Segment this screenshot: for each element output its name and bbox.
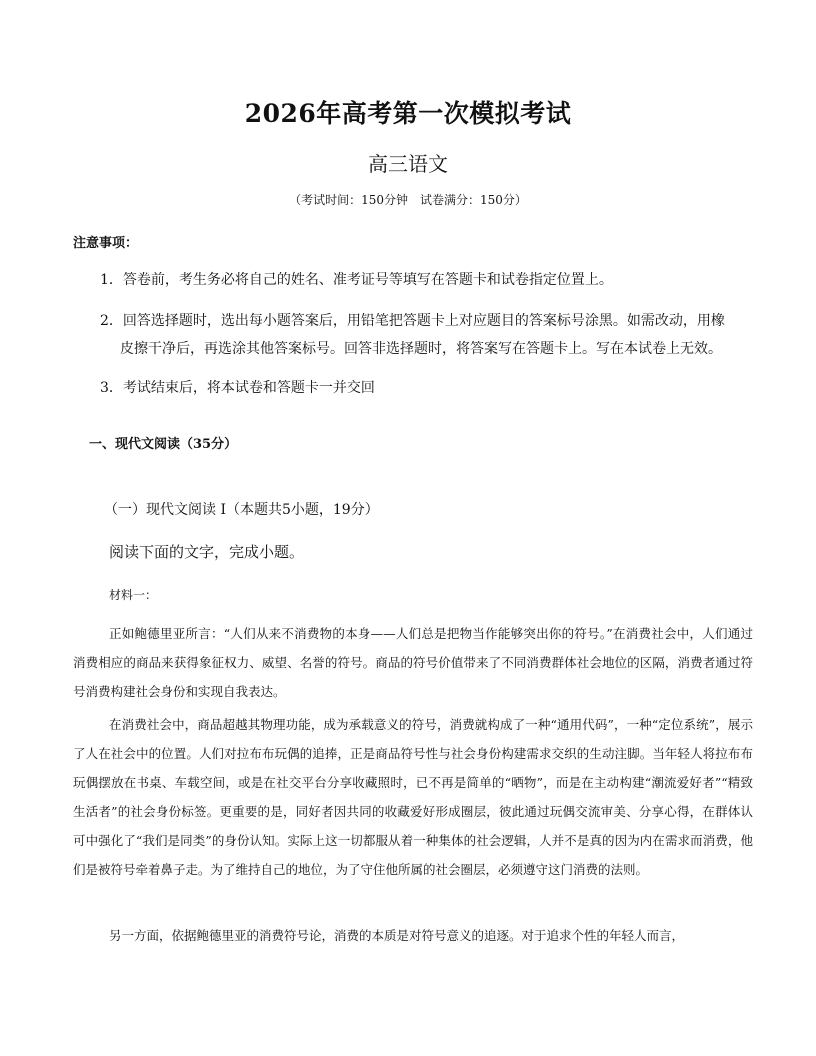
material-label: 材料一： (109, 588, 158, 602)
notice-item (100, 266, 760, 294)
exam-info: （考试时间：150分钟 试卷满分：150分） (289, 193, 527, 207)
notice-item-text: 答卷前，考生务必将自己的姓名、准考证号等填写在答题卡和试卷指定位置上。 (122, 272, 613, 288)
notice-item (100, 374, 760, 402)
section-title: 一、现代文阅读（35分） (89, 437, 238, 452)
exam-title: 2026年高考第一次模拟考试 (244, 99, 572, 128)
notice-item-text: 考试结束后，将本试卷和答题卡一并交回 (122, 380, 375, 396)
paragraph: 正如鲍德里亚所言：“人们从来不消费物的本身——人们总是把物当作能够突出你的符号。”在消费社会中，人们通过消费相应的商品来获得象征权力、威望、名誉的符号。商品的符号价值带来了不同消费群体社会地位的区隔，消费者通过符号消费构建社会身份和实现自我表达。 (73, 626, 753, 699)
notice-item-number: 1． (100, 272, 123, 288)
notice-item-number: 3． (100, 380, 123, 396)
paragraph: 另一方面，依据鲍德里亚的消费符号论，消费的本质是对符号意义的追逐。对于追求个性的年轻人而言， (109, 928, 685, 943)
notice-item-number: 2． (100, 313, 123, 329)
notice-item-continuation: 皮擦干净后，再选涂其他答案标号。回答非选择题时，将答案写在答题卡上。写在本试卷上无效。 (120, 341, 722, 357)
notice-title: 注意事项： (73, 236, 139, 251)
subsection-title: （一）现代文阅读 I（本题共5小题，19分） (104, 502, 379, 518)
paragraph: 在消费社会中，商品超越其物理功能，成为承载意义的符号，消费就构成了一种“通用代码”，一种“定位系统”，展示了人在社会中的位置。人们对拉布布玩偶的追捧，正是商品符号性与社会身份构建需求交织的生动注脚。当年轻人将拉布布玩偶摆放在书桌、车载空间，或是在社交平台分享收藏照时，已不再是简单的“晒物”，而是在主动构建“潮流爱好者”“精致生活者”的社会身份标签。更重要的是，同好者因共同的收藏爱好形成圈层，彼此通过玩偶交流审美、分享心得，在群体认可中强化了“我们是同类”的身份认知。实际上这一切都服从着一种集体的社会逻辑，人并不是真的因为内在需求而消费，他们是被符号牵着鼻子走。为了维持自己的地位，为了守住他所属的社会圈层，必须遵守这门消费的法则。 (73, 717, 753, 877)
subject-title: 高三语文 (368, 152, 448, 176)
notice-item-text: 回答选择题时，选出每小题答案后，用铅笔把答题卡上对应题目的答案标号涂黑。如需改动，用橡 (122, 313, 725, 329)
reading-instruction: 阅读下面的文字，完成小题。 (109, 543, 305, 561)
notice-item (100, 307, 760, 363)
